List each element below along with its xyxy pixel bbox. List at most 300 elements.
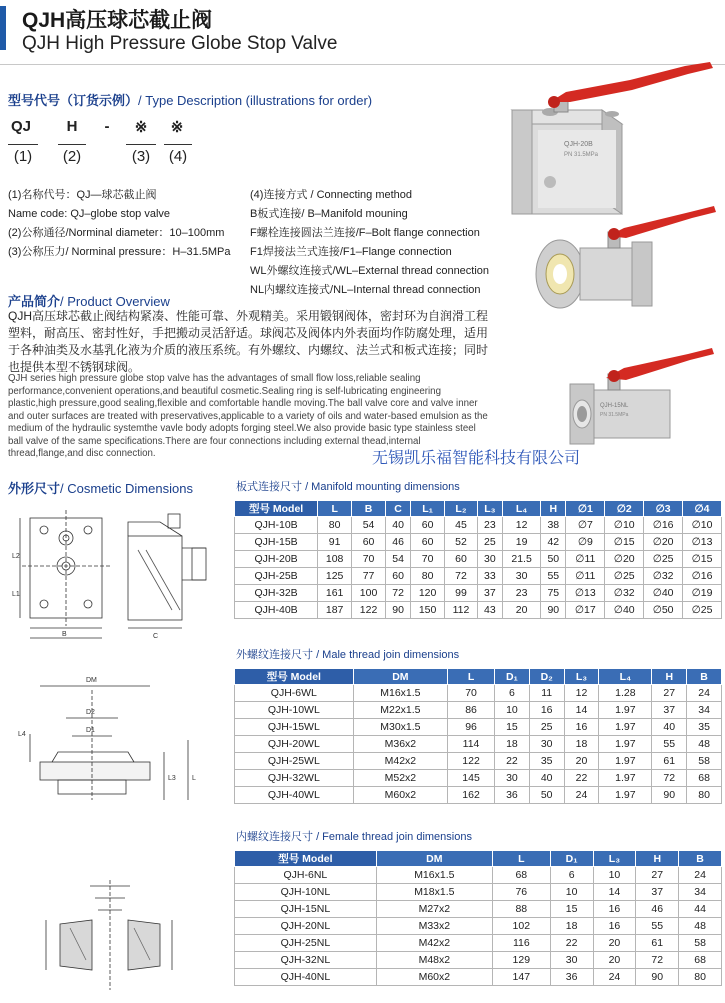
table-cell: ∅25 [605,568,644,585]
table-cell: 40 [529,770,564,787]
table-cell: 90 [541,602,566,619]
table-cell: 36 [550,969,593,986]
table-cell: 23 [502,585,540,602]
table-cell: 34 [679,884,722,901]
table-cell: 72 [445,568,478,585]
table-cell: 30 [502,568,540,585]
model-cell: QJH-6WL [235,685,354,702]
column-header: L₃ [477,501,502,517]
model-cell: QJH-20B [235,551,318,568]
male-caption [236,646,459,662]
model-cell: QJH-15B [235,534,318,551]
table-cell: 38 [541,517,566,534]
column-header-model: 型号 Model [235,501,318,517]
table-cell: M36x2 [353,736,447,753]
type-desc-heading-zh: 型号代号（订货示例） [8,93,139,108]
column-header: L₁ [411,501,445,517]
table-cell: ∅15 [605,534,644,551]
table-cell: ∅10 [683,517,722,534]
table-cell: 1.97 [599,702,652,719]
table-cell: ∅17 [566,602,605,619]
model-cell: QJH-20NL [235,918,377,935]
desc-line: B板式连接/ B–Manifold mouning [250,208,408,220]
column-header: B [679,851,722,867]
table-cell: 14 [564,702,599,719]
page-title-en: QJH High Pressure Globe Stop Valve [22,33,338,54]
table-row [235,969,722,986]
table-cell: 48 [687,736,722,753]
valve3-sub: PN 31.5MPa [600,412,629,418]
table-cell: ∅20 [605,551,644,568]
model-cell: QJH-32B [235,585,318,602]
model-cell: QJH-40WL [235,787,354,804]
manifold-front-drawing [20,510,110,638]
table-cell: 30 [550,952,593,969]
title-accent-bar [0,6,6,50]
column-header: L [448,669,495,685]
label-c: C [153,633,159,640]
label-d1: D1 [86,727,95,734]
table-cell: 18 [564,736,599,753]
table-cell: 116 [492,935,550,952]
desc-line: F1焊接法兰式连接/F1–Flange connection [250,246,452,258]
model-code-example [8,118,238,168]
table-cell: 37 [652,702,687,719]
label-l4: L4 [18,731,26,738]
table-cell: 37 [636,884,679,901]
table-row [235,935,722,952]
table-cell: 61 [652,753,687,770]
table-row [235,602,722,619]
table-cell: 55 [636,918,679,935]
column-header: L₄ [599,669,652,685]
table-cell: 46 [636,901,679,918]
table-cell: 15 [495,719,530,736]
table-cell: 40 [386,517,411,534]
model-cell: QJH-32NL [235,952,377,969]
model-cell: QJH-32WL [235,770,354,787]
desc-line: F螺栓连接圆法兰连接/F–Bolt flange connection [250,227,480,239]
code-qj: QJ [10,118,31,135]
table-cell: ∅25 [683,602,722,619]
female-caption-en: / Female thread join dimensions [316,831,472,843]
table-cell: 42 [541,534,566,551]
table-cell: 22 [564,770,599,787]
technical-drawings [0,500,232,1000]
table-cell: 1.97 [599,736,652,753]
column-header: H [541,501,566,517]
table-cell: 150 [411,602,445,619]
male-table [234,668,722,804]
table-cell: 35 [687,719,722,736]
dims-heading-en: / Cosmetic Dimensions [60,481,193,496]
table-row [235,534,722,551]
table-cell: M27x2 [376,901,492,918]
table-row [235,787,722,804]
table-cell: 44 [679,901,722,918]
table-cell: 68 [687,770,722,787]
table-cell: ∅10 [605,517,644,534]
table-cell: 1.97 [599,753,652,770]
table-row [235,867,722,884]
table-row [235,585,722,602]
table-cell: 21.5 [502,551,540,568]
table-cell: 58 [679,935,722,952]
type-desc-left [8,186,231,262]
table-cell: 37 [477,585,502,602]
table-cell: ∅15 [683,551,722,568]
table-cell: 43 [477,602,502,619]
table-cell: ∅32 [605,585,644,602]
column-header: L [318,501,352,517]
male-thread-drawing [30,686,188,800]
table-cell: 80 [687,787,722,804]
table-cell: ∅40 [644,585,683,602]
model-cell: QJH-10B [235,517,318,534]
male-caption-zh: 外螺纹连接尺寸 [236,649,313,661]
model-cell: QJH-10NL [235,884,377,901]
column-header: L₃ [593,851,636,867]
table-cell: 77 [352,568,386,585]
table-cell: 162 [448,787,495,804]
table-cell: 72 [636,952,679,969]
table-cell: 129 [492,952,550,969]
column-header-model: 型号 Model [235,851,377,867]
code-underline [58,144,86,145]
table-cell: 1.97 [599,787,652,804]
table-cell: 70 [352,551,386,568]
table-cell: 19 [502,534,540,551]
table-cell: 6 [550,867,593,884]
column-header-model: 型号 Model [235,669,354,685]
company-name: 无锡凯乐福智能科技有限公司 [372,450,581,467]
table-row [235,568,722,585]
table-row [235,517,722,534]
table-cell: 60 [411,534,445,551]
table-cell: 125 [318,568,352,585]
table-cell: 90 [652,787,687,804]
code-index-2: (2) [62,148,82,165]
table-cell: 30 [477,551,502,568]
table-cell: 52 [445,534,478,551]
column-header: D₂ [529,669,564,685]
table-cell: ∅50 [644,602,683,619]
table-cell: M16x1.5 [376,867,492,884]
code-underline [126,144,156,145]
code-h: H [66,118,78,135]
table-cell: 23 [477,517,502,534]
column-header: L₄ [502,501,540,517]
thread-valve-image [570,348,714,444]
table-cell: 24 [564,787,599,804]
model-cell: QJH-20WL [235,736,354,753]
column-header: B [687,669,722,685]
column-header: ∅4 [683,501,722,517]
code-index-4: (4) [168,148,188,165]
table-cell: ∅16 [644,517,683,534]
table-cell: 122 [448,753,495,770]
table-cell: 96 [448,719,495,736]
label-b: B [62,631,67,638]
dims-heading [8,478,193,497]
table-cell: 10 [593,867,636,884]
type-desc-heading [8,90,372,109]
table-cell: 72 [386,585,411,602]
table-cell: M48x2 [376,952,492,969]
page-title-zh: QJH高压球芯截止阀 [22,9,213,32]
column-header: ∅2 [605,501,644,517]
table-cell: 58 [687,753,722,770]
table-cell: 68 [492,867,550,884]
table-cell: 12 [502,517,540,534]
table-cell: 147 [492,969,550,986]
model-cell: QJH-15WL [235,719,354,736]
table-cell: 15 [550,901,593,918]
table-cell: 20 [593,952,636,969]
table-row [235,551,722,568]
table-row [235,918,722,935]
code-index-3: (3) [131,148,151,165]
table-cell: 50 [529,787,564,804]
desc-line: WL外螺纹连接式/WL–External thread connection [250,265,490,277]
valve1-sub: PN 31.5MPa [564,152,599,158]
desc-line: Name code: QJ–globe stop valve [8,208,171,220]
table-cell: 36 [495,787,530,804]
table-cell: 35 [529,753,564,770]
table-cell: 70 [448,685,495,702]
table-cell: 48 [679,918,722,935]
table-cell: 80 [679,969,722,986]
manifold-side-drawing [128,514,206,628]
code-dash: - [104,118,110,135]
code-index-1: (1) [13,148,33,165]
column-header: H [636,851,679,867]
table-cell: M42x2 [353,753,447,770]
table-cell: 60 [352,534,386,551]
table-cell: M52x2 [353,770,447,787]
table-cell: 55 [652,736,687,753]
column-header: L₃ [564,669,599,685]
table-cell: 18 [495,736,530,753]
table-cell: 108 [318,551,352,568]
table-row [235,753,722,770]
manifold-caption-en: / Manifold mounting dimensions [305,481,460,493]
model-cell: QJH-40NL [235,969,377,986]
overview-heading-zh: 产品简介 [8,294,61,309]
table-cell: 18 [550,918,593,935]
desc-line: (3)公称压力/ Norminal pressure：H–31.5MPa [8,246,231,258]
table-cell: 90 [636,969,679,986]
column-header: DM [353,669,447,685]
table-cell: 187 [318,602,352,619]
table-cell: 20 [593,935,636,952]
table-cell: 24 [687,685,722,702]
code-connection-1: ※ [134,119,148,136]
product-photos [490,62,725,457]
table-cell: 11 [529,685,564,702]
table-cell: 145 [448,770,495,787]
overview-text-en: QJH series high pressure globe stop valve has the advantages of small flow loss,reliable sealing performance,convenient operations,and beautiful cosmetic.Sealing ring is self-lubricating engineering plastic,high pressure,good sealing,flexible and comfortable handle moving.The ball valve core and valve inner and outer surfaces are treated with preservatives,applicable to a variety of oils and water-based emulsion as the medium of the hydraulic systemthe vavle body adopts forging steel.We also provide basic type stainless steel ball valve of the same specifications.There are four connections including external thead,internal thread,flange,and disc connection. [8,373,488,459]
table-cell: 20 [564,753,599,770]
male-caption-en: / Male thread join dimensions [316,649,460,661]
table-row [235,719,722,736]
table-cell: 55 [541,568,566,585]
table-cell: ∅20 [644,534,683,551]
table-cell: 86 [448,702,495,719]
column-header: D₁ [550,851,593,867]
table-row [235,736,722,753]
table-cell: 1.97 [599,719,652,736]
table-row [235,884,722,901]
table-cell: 24 [593,969,636,986]
desc-line: (4)连接方式 / Connecting method [250,189,413,201]
table-cell: ∅9 [566,534,605,551]
label-l3: L3 [168,775,176,782]
label-dm: DM [86,677,97,684]
table-cell: M60x2 [353,787,447,804]
column-header: ∅3 [644,501,683,517]
table-cell: ∅25 [644,551,683,568]
table-cell: 50 [541,551,566,568]
table-cell: ∅40 [605,602,644,619]
table-cell: 6 [495,685,530,702]
column-header: C [386,501,411,517]
model-cell: QJH-25B [235,568,318,585]
column-header: B [352,501,386,517]
table-cell: ∅13 [566,585,605,602]
table-cell: 30 [495,770,530,787]
table-cell: ∅32 [644,568,683,585]
model-cell: QJH-15NL [235,901,377,918]
female-caption [236,828,472,844]
table-row [235,685,722,702]
model-cell: QJH-10WL [235,702,354,719]
table-cell: 80 [318,517,352,534]
table-cell: 60 [411,517,445,534]
model-cell: QJH-40B [235,602,318,619]
code-underline [164,144,192,145]
label-l: L [192,775,196,782]
table-cell: 114 [448,736,495,753]
table-cell: 75 [541,585,566,602]
table-cell: ∅7 [566,517,605,534]
table-cell: 16 [593,901,636,918]
code-connection-2: ※ [170,119,184,136]
table-cell: 40 [652,719,687,736]
table-cell: ∅13 [683,534,722,551]
table-cell: 10 [550,884,593,901]
table-cell: M16x1.5 [353,685,447,702]
table-cell: 12 [564,685,599,702]
table-cell: 1.28 [599,685,652,702]
table-row [235,901,722,918]
label-d2: D2 [86,709,95,716]
table-cell: 91 [318,534,352,551]
column-header: DM [376,851,492,867]
table-cell: ∅19 [683,585,722,602]
female-thread-drawing [46,880,172,990]
column-header: L₂ [445,501,478,517]
dims-heading-zh: 外形尺寸 [8,481,61,496]
table-cell: 25 [477,534,502,551]
table-cell: M30x1.5 [353,719,447,736]
model-cell: QJH-25WL [235,753,354,770]
label-l2: L2 [12,553,20,560]
female-caption-zh: 内螺纹连接尺寸 [236,831,313,843]
manifold-valve-image [512,62,713,214]
table-cell: M42x2 [376,935,492,952]
table-cell: 25 [529,719,564,736]
desc-line: (1)名称代号：QJ—球芯截止阀 [8,189,157,201]
table-cell: 20 [502,602,540,619]
manifold-table [234,500,722,619]
table-cell: 1.97 [599,770,652,787]
table-cell: 46 [386,534,411,551]
table-cell: 33 [477,568,502,585]
table-cell: 10 [495,702,530,719]
table-cell: 102 [492,918,550,935]
code-underline [8,144,38,145]
table-cell: 16 [593,918,636,935]
table-cell: 80 [411,568,445,585]
table-cell: ∅16 [683,568,722,585]
valve3-label: QJH-15NL [600,403,629,409]
table-cell: 61 [636,935,679,952]
table-cell: 99 [445,585,478,602]
table-cell: 100 [352,585,386,602]
table-cell: 161 [318,585,352,602]
table-cell: 68 [679,952,722,969]
manifold-caption-zh: 板式连接尺寸 [236,481,302,493]
table-cell: 120 [411,585,445,602]
table-cell: 70 [411,551,445,568]
table-row [235,702,722,719]
column-header: H [652,669,687,685]
type-desc-heading-en: / Type Description (illustrations for order) [138,93,373,108]
table-cell: 14 [593,884,636,901]
table-cell: 24 [679,867,722,884]
desc-line: (2)公称通径/Norminal diameter：10–100mm [8,227,225,239]
column-header: L [492,851,550,867]
table-cell: 88 [492,901,550,918]
table-cell: 16 [564,719,599,736]
table-cell: 22 [550,935,593,952]
desc-line: NL内螺纹连接式/NL–Internal thread connection [250,284,481,296]
table-cell: 60 [445,551,478,568]
table-cell: 45 [445,517,478,534]
label-l1: L1 [12,591,20,598]
table-cell: M18x1.5 [376,884,492,901]
table-cell: 112 [445,602,478,619]
table-cell: 54 [352,517,386,534]
model-cell: QJH-25NL [235,935,377,952]
table-cell: 34 [687,702,722,719]
table-row [235,770,722,787]
flange-valve-image [536,206,716,308]
column-header: D₁ [495,669,530,685]
table-cell: 72 [652,770,687,787]
table-cell: 27 [652,685,687,702]
table-cell: 54 [386,551,411,568]
table-cell: 16 [529,702,564,719]
manifold-caption [236,478,460,494]
table-cell: 122 [352,602,386,619]
table-cell: 60 [386,568,411,585]
overview-text-zh: QJH高压球芯截止阀结构紧凑、性能可靠、外观精美。采用锻钢阀体，密封环为自润滑工程塑料，耐高压、密封性好，手把搬动灵活舒适。球阀芯及阀体内外表面均作防腐处理，适用于各种油类及水基乳化液为介质的液压系统。有外螺纹、内螺纹、法兰式和板式连接；同时也提供本型不锈钢球阀。 [8,309,489,374]
table-cell: 22 [495,753,530,770]
model-cell: QJH-6NL [235,867,377,884]
table-cell: ∅11 [566,551,605,568]
